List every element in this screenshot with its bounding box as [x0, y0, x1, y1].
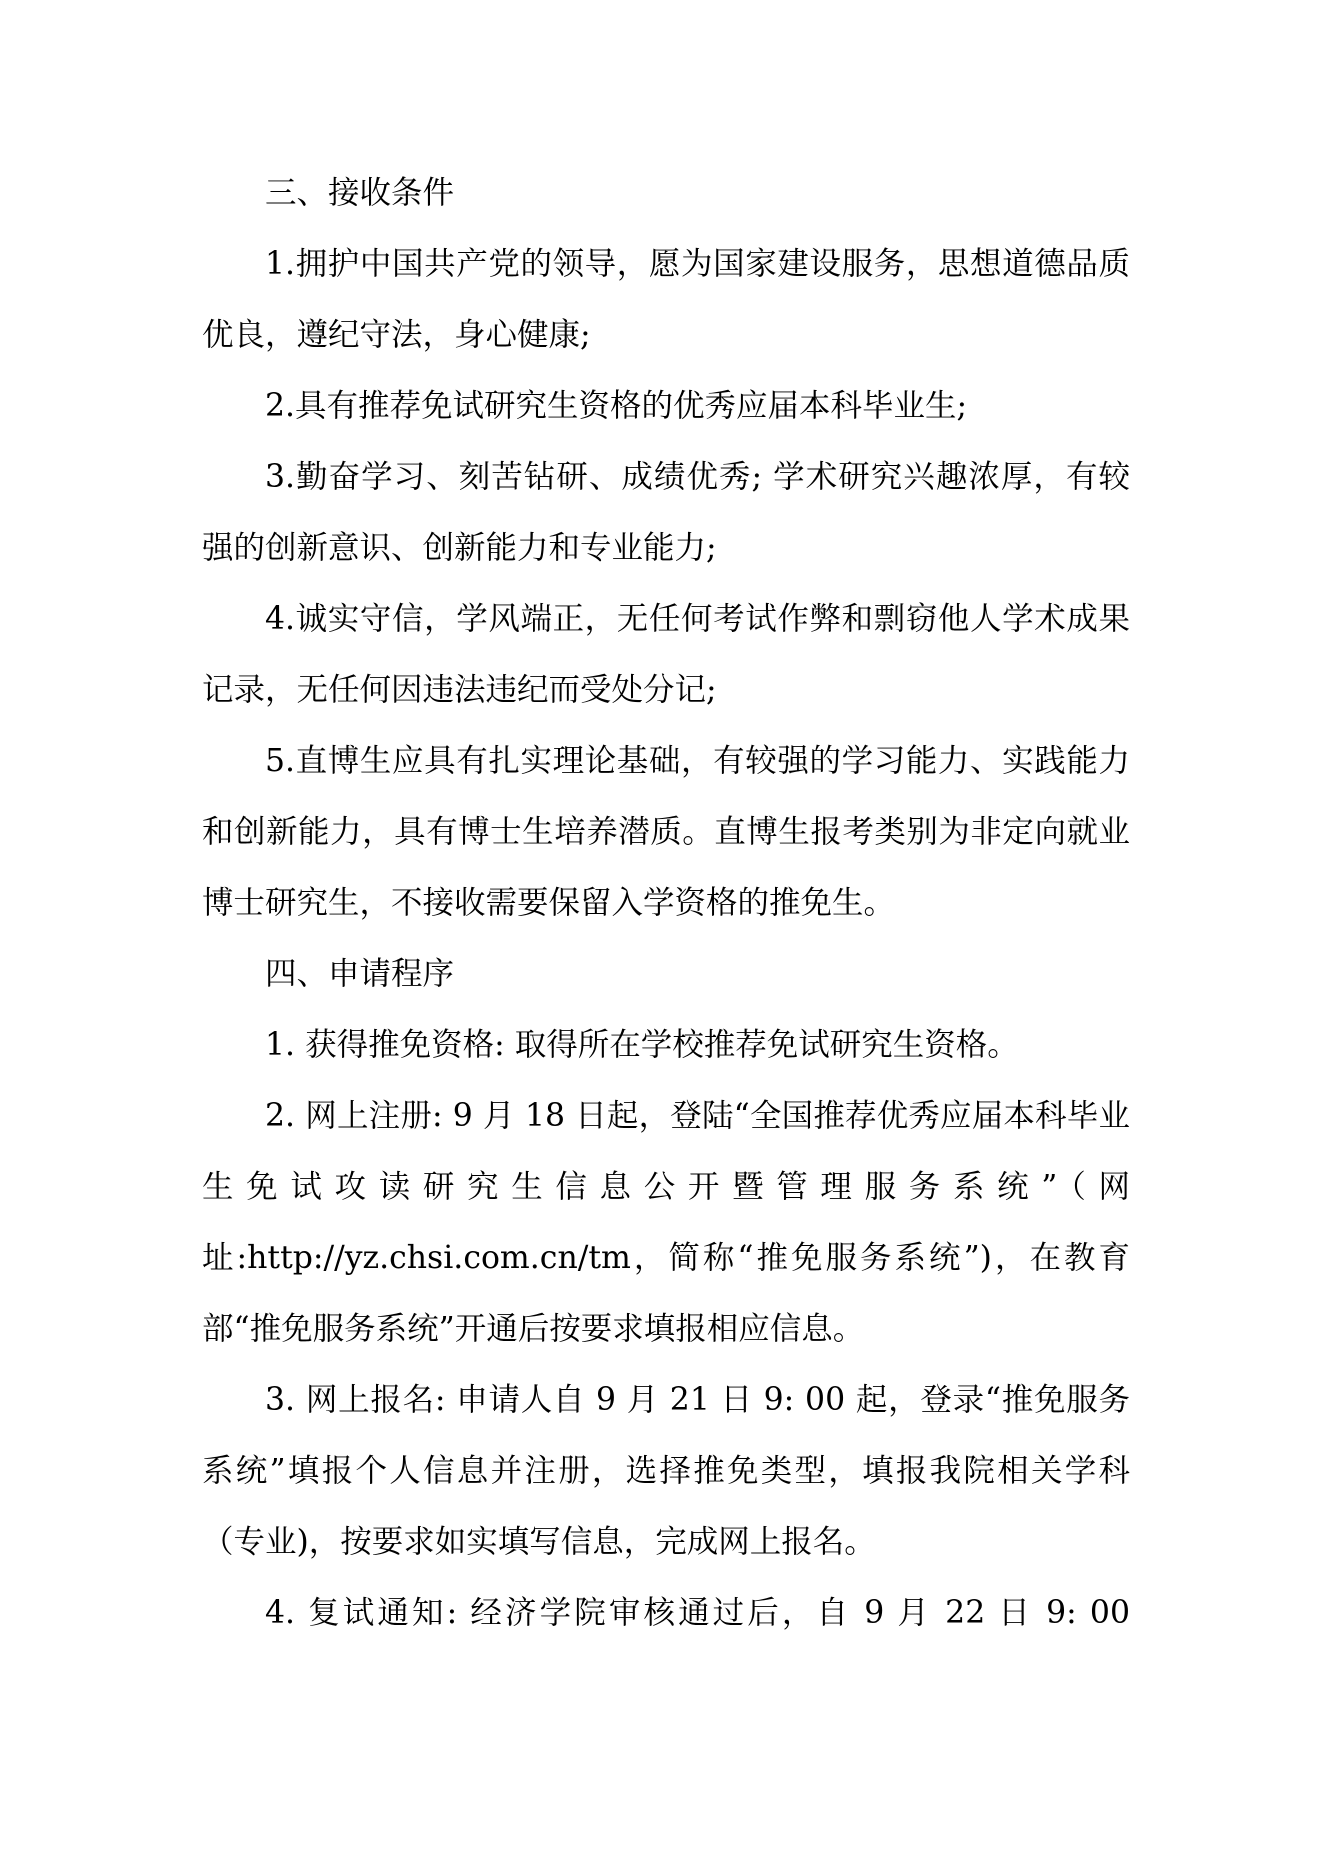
procedure-step-4: 4. 复试通知: 经济学院审核通过后，自 9 月 22 日 9: 00: [265, 1595, 1130, 1631]
document-body: [202, 158, 1130, 1649]
section-heading-procedure: 四、申请程序: [265, 956, 455, 992]
procedure-step-3: 3. 网上报名: 申请人自 9 月 21 日 9: 00 起，登录“推免服务系统”填报个人信息并注册，选择推免类型，填报我院相关学科（专业)，按要求如实填写信息，完成网上报名。: [202, 1382, 1130, 1560]
condition-item-4: 4.诚实守信，学风端正，无任何考试作弊和剽窃他人学术成果记录，无任何因违法违纪而受处分记;: [202, 601, 1130, 708]
condition-item-5: 5.直博生应具有扎实理论基础，有较强的学习能力、实践能力和创新能力，具有博士生培养潜质。直博生报考类别为非定向就业博士研究生，不接收需要保留入学资格的推免生。: [202, 743, 1130, 921]
condition-item-1: 1.拥护中国共产党的领导，愿为国家建设服务，思想道德品质优良，遵纪守法，身心健康;: [202, 246, 1130, 353]
procedure-step-1: 1. 获得推免资格: 取得所在学校推荐免试研究生资格。: [265, 1027, 1019, 1063]
section-heading-conditions: 三、接收条件: [265, 175, 455, 211]
condition-item-2: 2.具有推荐免试研究生资格的优秀应届本科毕业生;: [265, 388, 968, 424]
procedure-step-2: 2. 网上注册: 9 月 18 日起，登陆“全国推荐优秀应届本科毕业生免试攻读研究生信息公开暨管理服务系统”（网址:http://yz.chsi.com.cn/tm，简称“推免服务系统”)，在教育部“推免服务系统”开通后按要求填报相应信息。: [202, 1098, 1130, 1347]
condition-item-3: 3.勤奋学习、刻苦钻研、成绩优秀; 学术研究兴趣浓厚，有较强的创新意识、创新能力和专业能力;: [202, 459, 1130, 566]
